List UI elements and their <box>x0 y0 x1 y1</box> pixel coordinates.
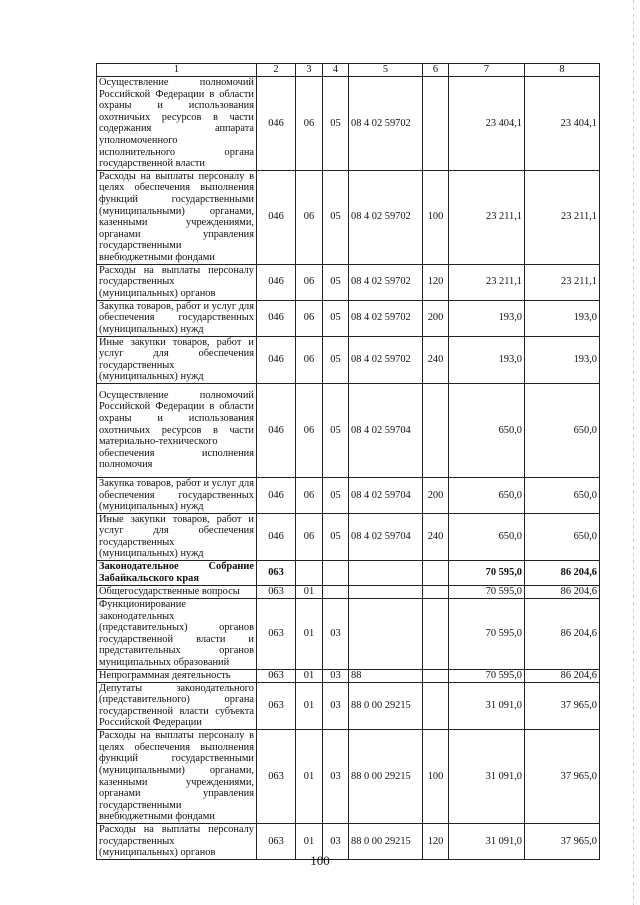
cell-subsection: 05 <box>323 513 349 560</box>
cell-target-article: 08 4 02 59702 <box>349 300 423 336</box>
table-row <box>97 586 600 599</box>
cell-target-article: 88 0 00 29215 <box>349 730 423 824</box>
cell-section: 06 <box>296 264 323 300</box>
cell-expense-type: 200 <box>423 477 449 513</box>
cell-amount-year1: 70 595,0 <box>449 586 525 599</box>
cell-chapter: 063 <box>257 599 296 670</box>
cell-section: 01 <box>296 586 323 599</box>
cell-amount-year2: 86 204,6 <box>525 561 600 586</box>
row-name: Законодательное Собрание Забайкальского края <box>97 561 257 586</box>
cell-amount-year1: 193,0 <box>449 336 525 383</box>
cell-amount-year1: 650,0 <box>449 383 525 477</box>
cell-section: 06 <box>296 383 323 477</box>
table-row <box>97 336 600 383</box>
cell-amount-year1: 23 211,1 <box>449 264 525 300</box>
cell-section: 01 <box>296 599 323 670</box>
cell-amount-year2: 650,0 <box>525 477 600 513</box>
cell-expense-type: 100 <box>423 730 449 824</box>
column-header: 6 <box>423 64 449 77</box>
cell-amount-year2: 650,0 <box>525 383 600 477</box>
page-number: 100 <box>310 853 330 868</box>
cell-section: 01 <box>296 682 323 729</box>
table-row <box>97 730 600 824</box>
cell-target-article: 08 4 02 59704 <box>349 513 423 560</box>
cell-section: 06 <box>296 336 323 383</box>
row-name: Общегосударственные вопросы <box>97 586 257 599</box>
row-name: Иные закупки товаров, работ и услуг для обеспечения государственных (муниципальных) нужд <box>97 513 257 560</box>
row-name: Расходы на выплаты персоналу в целях обеспечения выполнения функций государственными (муниципальными) органами, казенными учреждениями, органами управления государственными внебюджетными фондами <box>97 730 257 824</box>
cell-amount-year1: 31 091,0 <box>449 682 525 729</box>
cell-expense-type: 100 <box>423 170 449 264</box>
cell-subsection: 05 <box>323 336 349 383</box>
cell-chapter: 046 <box>257 170 296 264</box>
cell-amount-year2: 37 965,0 <box>525 730 600 824</box>
cell-amount-year1: 31 091,0 <box>449 824 525 860</box>
column-header: 1 <box>97 64 257 77</box>
cell-expense-type <box>423 669 449 682</box>
cell-target-article: 08 4 02 59702 <box>349 170 423 264</box>
column-header: 3 <box>296 64 323 77</box>
cell-expense-type: 240 <box>423 513 449 560</box>
cell-amount-year2: 86 204,6 <box>525 599 600 670</box>
cell-target-article: 88 <box>349 669 423 682</box>
cell-amount-year1: 70 595,0 <box>449 669 525 682</box>
table-row <box>97 300 600 336</box>
cell-expense-type <box>423 599 449 670</box>
cell-expense-type <box>423 586 449 599</box>
cell-chapter: 046 <box>257 383 296 477</box>
cell-amount-year1: 650,0 <box>449 477 525 513</box>
cell-expense-type: 120 <box>423 824 449 860</box>
cell-target-article: 08 4 02 59704 <box>349 477 423 513</box>
table-row <box>97 264 600 300</box>
cell-amount-year2: 650,0 <box>525 513 600 560</box>
header-row <box>97 64 600 77</box>
cell-chapter: 063 <box>257 669 296 682</box>
table-row <box>97 599 600 670</box>
row-name: Расходы на выплаты персоналу в целях обеспечения выполнения функций государственными (муниципальными) органами, казенными учреждениями, органами управления государственными внебюджетными фондами <box>97 170 257 264</box>
row-name: Закупка товаров, работ и услуг для обеспечения государственных (муниципальных) нужд <box>97 300 257 336</box>
cell-subsection: 05 <box>323 477 349 513</box>
cell-subsection: 03 <box>323 599 349 670</box>
table-row <box>97 477 600 513</box>
cell-amount-year2: 193,0 <box>525 336 600 383</box>
cell-chapter: 063 <box>257 824 296 860</box>
cell-expense-type <box>423 383 449 477</box>
table-row <box>97 561 600 586</box>
cell-chapter: 063 <box>257 561 296 586</box>
cell-amount-year1: 31 091,0 <box>449 730 525 824</box>
cell-amount-year1: 23 404,1 <box>449 77 525 171</box>
cell-amount-year2: 37 965,0 <box>525 824 600 860</box>
cell-subsection: 03 <box>323 824 349 860</box>
cell-amount-year1: 70 595,0 <box>449 561 525 586</box>
cell-section: 06 <box>296 477 323 513</box>
cell-amount-year2: 23 211,1 <box>525 264 600 300</box>
cell-target-article <box>349 599 423 670</box>
table-row <box>97 170 600 264</box>
cell-chapter: 046 <box>257 300 296 336</box>
row-name: Осуществление полномочий Российской Федерации в области охраны и использования охотничьих ресурсов в части содержания аппарата уполномоченного исполнительного органа государственной власти <box>97 77 257 171</box>
cell-target-article <box>349 586 423 599</box>
cell-section: 01 <box>296 730 323 824</box>
cell-expense-type <box>423 77 449 171</box>
cell-chapter: 046 <box>257 77 296 171</box>
cell-chapter: 063 <box>257 682 296 729</box>
row-name: Осуществление полномочий Российской Федерации в области охраны и использования охотничьих ресурсов в части материально-технического обеспечения исполнения полномочия <box>97 383 257 477</box>
cell-section: 01 <box>296 669 323 682</box>
cell-subsection <box>323 586 349 599</box>
cell-target-article: 08 4 02 59702 <box>349 264 423 300</box>
table-row <box>97 77 600 171</box>
table-row <box>97 383 600 477</box>
cell-subsection <box>323 561 349 586</box>
cell-expense-type <box>423 561 449 586</box>
cell-amount-year1: 193,0 <box>449 300 525 336</box>
row-name: Расходы на выплаты персоналу государственных (муниципальных) органов <box>97 264 257 300</box>
page-edge <box>633 0 634 905</box>
column-header: 7 <box>449 64 525 77</box>
cell-expense-type: 200 <box>423 300 449 336</box>
cell-subsection: 03 <box>323 669 349 682</box>
cell-section <box>296 561 323 586</box>
cell-chapter: 046 <box>257 477 296 513</box>
cell-section: 06 <box>296 77 323 171</box>
cell-target-article: 88 0 00 29215 <box>349 682 423 729</box>
budget-table <box>96 63 600 860</box>
cell-subsection: 03 <box>323 730 349 824</box>
table-row <box>97 682 600 729</box>
cell-chapter: 046 <box>257 264 296 300</box>
column-header: 4 <box>323 64 349 77</box>
column-header: 5 <box>349 64 423 77</box>
column-header: 8 <box>525 64 600 77</box>
cell-target-article: 08 4 02 59704 <box>349 383 423 477</box>
cell-subsection: 05 <box>323 300 349 336</box>
table-row <box>97 513 600 560</box>
cell-amount-year2: 193,0 <box>525 300 600 336</box>
cell-subsection: 03 <box>323 682 349 729</box>
cell-expense-type <box>423 682 449 729</box>
cell-target-article: 08 4 02 59702 <box>349 336 423 383</box>
cell-amount-year1: 70 595,0 <box>449 599 525 670</box>
cell-section: 06 <box>296 513 323 560</box>
row-name: Функционирование законодательных (представительных) органов государственной власти и представительных органов муниципальных образований <box>97 599 257 670</box>
cell-subsection: 05 <box>323 77 349 171</box>
cell-subsection: 05 <box>323 383 349 477</box>
row-name: Депутаты законодательного (представительного) органа государственной власти субъекта Российской Федерации <box>97 682 257 729</box>
cell-amount-year2: 86 204,6 <box>525 586 600 599</box>
row-name: Иные закупки товаров, работ и услуг для обеспечения государственных (муниципальных) нужд <box>97 336 257 383</box>
cell-target-article <box>349 561 423 586</box>
cell-amount-year2: 86 204,6 <box>525 669 600 682</box>
cell-subsection: 05 <box>323 170 349 264</box>
cell-subsection: 05 <box>323 264 349 300</box>
cell-chapter: 046 <box>257 336 296 383</box>
cell-chapter: 063 <box>257 586 296 599</box>
cell-section: 06 <box>296 170 323 264</box>
row-name: Закупка товаров, работ и услуг для обеспечения государственных (муниципальных) нужд <box>97 477 257 513</box>
column-header: 2 <box>257 64 296 77</box>
table-row <box>97 669 600 682</box>
row-name: Расходы на выплаты персоналу государственных (муниципальных) органов <box>97 824 257 860</box>
cell-amount-year2: 37 965,0 <box>525 682 600 729</box>
cell-section: 06 <box>296 300 323 336</box>
cell-section: 01 <box>296 824 323 860</box>
cell-target-article: 88 0 00 29215 <box>349 824 423 860</box>
cell-expense-type: 240 <box>423 336 449 383</box>
cell-expense-type: 120 <box>423 264 449 300</box>
row-name: Непрограммная деятельность <box>97 669 257 682</box>
table-body <box>97 77 600 860</box>
cell-chapter: 063 <box>257 730 296 824</box>
cell-amount-year2: 23 404,1 <box>525 77 600 171</box>
cell-amount-year2: 23 211,1 <box>525 170 600 264</box>
cell-target-article: 08 4 02 59702 <box>349 77 423 171</box>
cell-amount-year1: 23 211,1 <box>449 170 525 264</box>
cell-amount-year1: 650,0 <box>449 513 525 560</box>
cell-chapter: 046 <box>257 513 296 560</box>
